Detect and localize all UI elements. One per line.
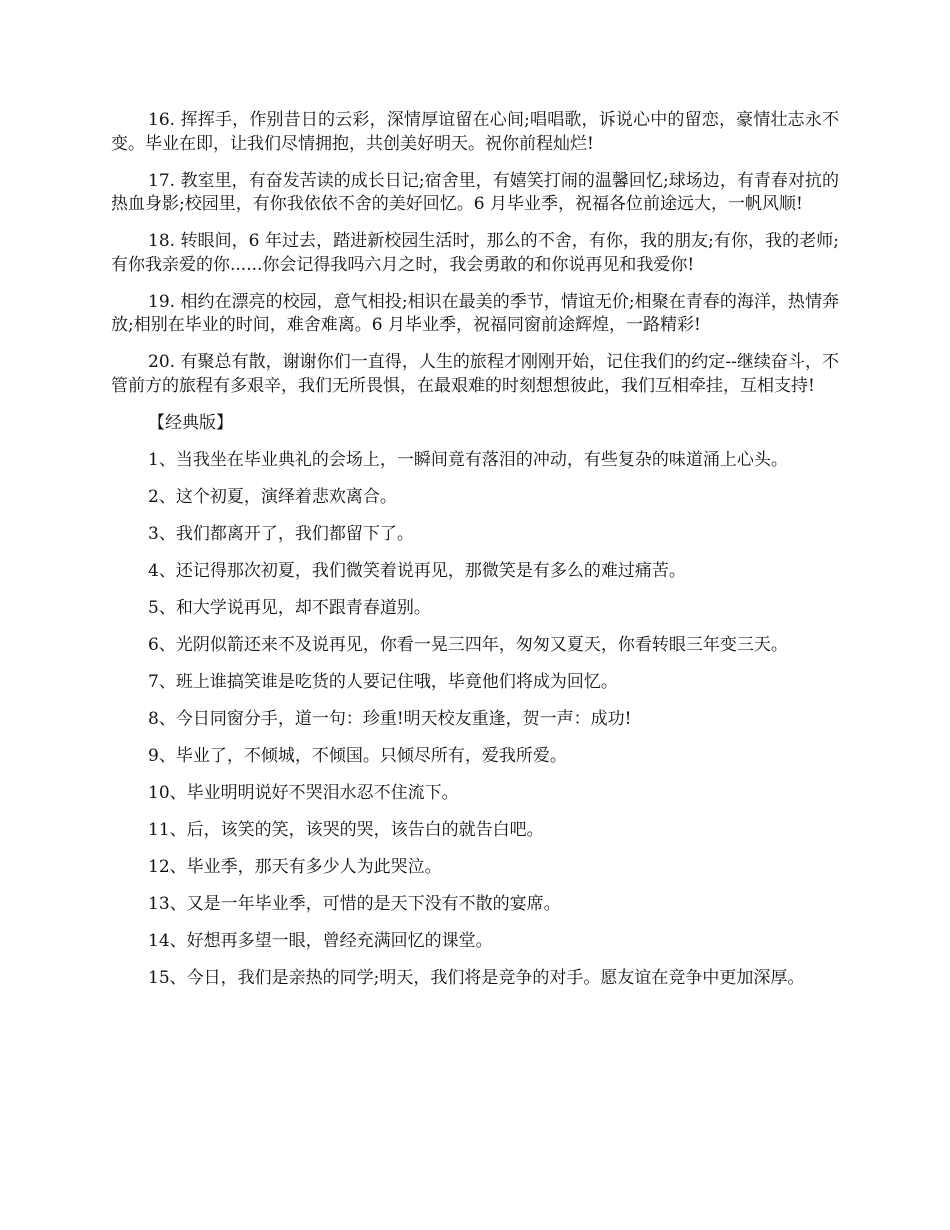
paragraph-19: 19. 相约在漂亮的校园，意气相投;相识在最美的季节，情谊无价;相聚在青春的海洋，热情奔放;相别在毕业的时间，难舍难离。6 月毕业季，祝福同窗前途辉煌，一路精彩! <box>111 291 839 335</box>
section-heading-classic: 【经典版】 <box>148 412 233 433</box>
classic-item-7: 7、班上谁搞笑谁是吃货的人要记住哦，毕竟他们将成为回忆。 <box>148 671 618 692</box>
classic-item-2: 2、这个初夏，演绎着悲欢离合。 <box>148 486 397 507</box>
classic-item-3: 3、我们都离开了，我们都留下了。 <box>148 523 414 544</box>
classic-item-6: 6、光阴似箭还来不及说再见，你看一晃三四年，匆匆又夏天，你看转眼三年变三天。 <box>148 634 788 655</box>
paragraph-17: 17. 教室里，有奋发苦读的成长日记;宿舍里，有嬉笑打闹的温馨回忆;球场边，有青春对抗的热血身影;校园里，有你我依依不舍的美好回忆。6 月毕业季，祝福各位前途远大，一帆风顺! <box>111 170 839 214</box>
classic-item-4: 4、还记得那次初夏，我们微笑着说再见，那微笑是有多么的难过痛苦。 <box>148 560 686 581</box>
classic-item-14: 14、好想再多望一眼，曾经充满回忆的课堂。 <box>148 930 493 951</box>
paragraph-18: 18. 转眼间，6 年过去，踏进新校园生活时，那么的不舍，有你，我的朋友;有你，我的老师;有你我亲爱的你......你会记得我吗六月之时，我会勇敢的和你说再见和我爱你! <box>111 231 839 275</box>
paragraph-16: 16. 挥挥手，作别昔日的云彩，深情厚谊留在心间;唱唱歌，诉说心中的留恋，豪情壮志永不变。毕业在即，让我们尽情拥抱，共创美好明天。祝你前程灿烂! <box>111 110 839 154</box>
document-page <box>111 109 839 1004</box>
classic-item-8: 8、今日同窗分手，道一句：珍重!明天校友重逢，贺一声：成功! <box>148 708 632 729</box>
classic-item-12: 12、毕业季，那天有多少人为此哭泣。 <box>148 856 442 877</box>
classic-item-9: 9、毕业了，不倾城，不倾国。只倾尽所有，爱我所爱。 <box>148 745 567 766</box>
classic-item-11: 11、后，该笑的笑，该哭的哭，该告白的就告白吧。 <box>148 819 544 840</box>
paragraph-20: 20. 有聚总有散，谢谢你们一直得，人生的旅程才刚刚开始，记住我们的约定--继续奋斗，不管前方的旅程有多艰辛，我们无所畏惧，在最艰难的时刻想想彼此，我们互相牵挂，互相支持! <box>111 352 839 396</box>
classic-item-13: 13、又是一年毕业季，可惜的是天下没有不散的宴席。 <box>148 893 561 914</box>
classic-item-15: 15、今日，我们是亲热的同学;明天，我们将是竞争的对手。愿友谊在竞争中更加深厚。 <box>148 967 805 988</box>
classic-item-1: 1、当我坐在毕业典礼的会场上，一瞬间竟有落泪的冲动，有些复杂的味道涌上心头。 <box>148 449 788 470</box>
classic-item-5: 5、和大学说再见，却不跟青春道别。 <box>148 597 431 618</box>
classic-item-10: 10、毕业明明说好不哭泪水忍不住流下。 <box>148 782 459 803</box>
